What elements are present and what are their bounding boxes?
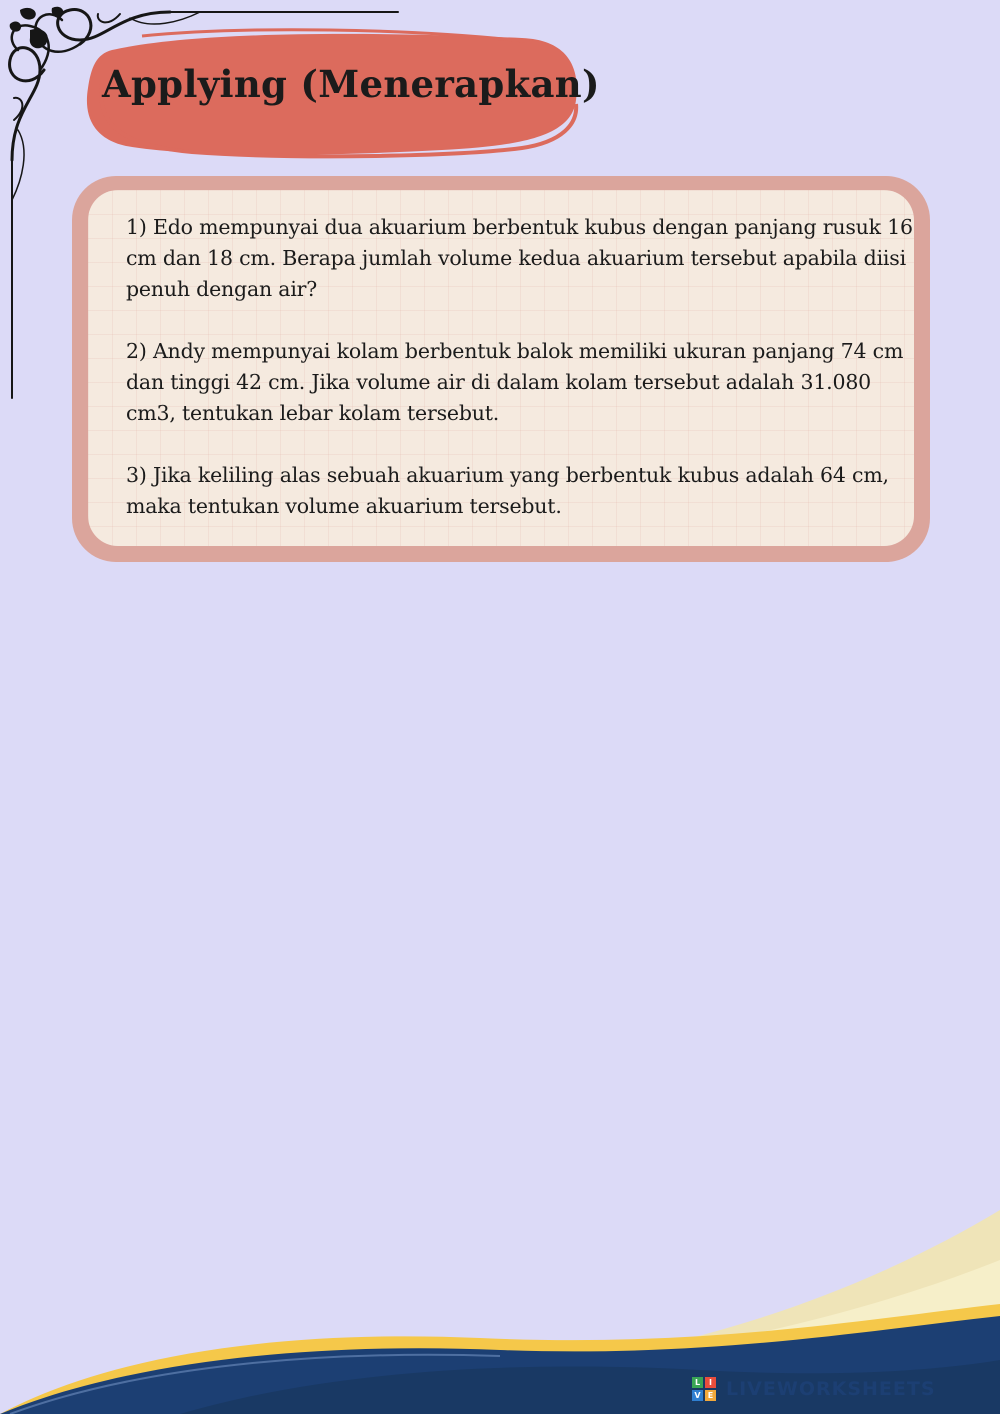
- logo-wordmark: LIVEWORKSHEETS: [726, 1378, 936, 1400]
- question-2: 2) Andy mempunyai kolam berbentuk balok memiliki ukuran panjang 74 cm dan tinggi 42 cm. Jika volume air di dalam kolam tersebut adalah 31.080 cm3, tentukan lebar kolam tersebut.: [126, 339, 904, 425]
- logo-letter-l: L: [692, 1377, 703, 1388]
- logo-letter-v: V: [692, 1390, 703, 1401]
- page-title: Applying (Menerapkan): [102, 62, 600, 106]
- question-card-inner: [88, 190, 914, 546]
- logo-letter-i: I: [705, 1377, 716, 1388]
- question-3: 3) Jika keliling alas sebuah akuarium yang berbentuk kubus adalah 64 cm, maka tentukan volume akuarium tersebut.: [126, 463, 889, 518]
- question-card: [72, 176, 930, 562]
- question-1: 1) Edo mempunyai dua akuarium berbentuk kubus dengan panjang rusuk 16 cm dan 18 cm. Berapa jumlah volume kedua akuarium tersebut apabila diisi penuh dengan air?: [126, 215, 913, 301]
- logo-grid: [692, 1377, 718, 1403]
- question-list: [126, 212, 916, 553]
- liveworksheets-logo-icon: [692, 1377, 992, 1403]
- logo-letter-e: E: [705, 1390, 716, 1401]
